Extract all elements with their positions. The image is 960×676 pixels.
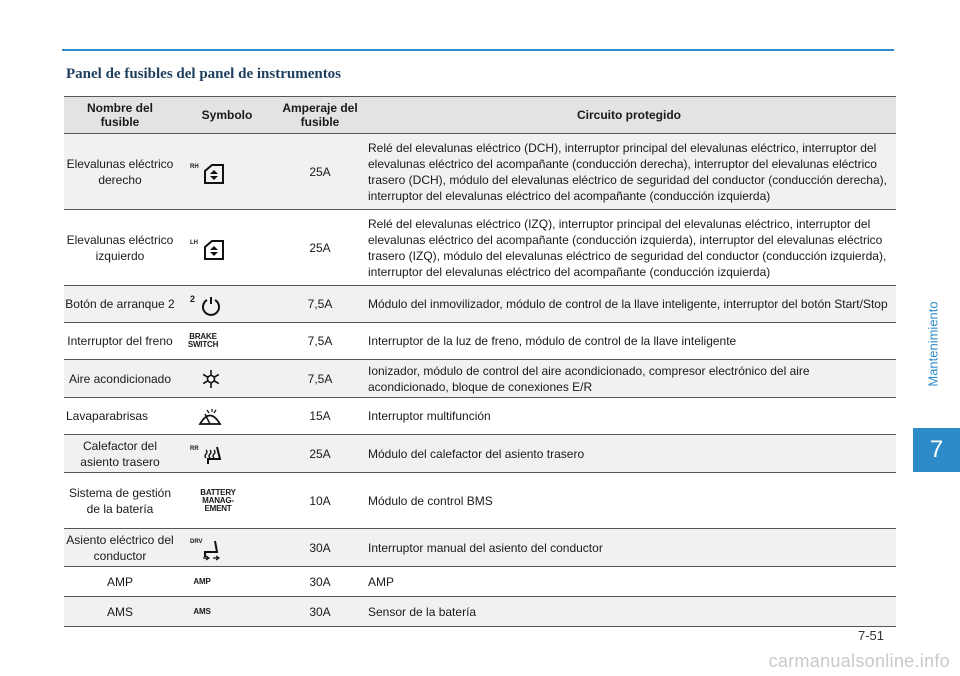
battery-management-label: BATTERY MANAG- EMENT [200,487,236,513]
top-rule [62,49,894,51]
fuse-circuit: Módulo de control BMS [362,473,896,529]
fuse-symbol [176,597,278,627]
fuse-name: AMP [64,567,176,597]
fuse-name: Sistema de gestión de la batería [64,473,176,529]
fuse-symbol [176,529,278,567]
fuse-name: AMS [64,597,176,627]
fuse-amperage: 30A [278,597,362,627]
fuse-amperage: 7,5A [278,323,362,360]
fuse-amperage: 7,5A [278,286,362,323]
fuse-symbol [176,286,278,323]
fuse-name: Aire acondicionado [64,360,176,398]
amp-label: AMP [193,576,211,586]
fuse-symbol [176,134,278,210]
symbol-tag: 2 [190,294,196,304]
fuse-name: Elevalunas eléctrico derecho [64,134,176,210]
ac-snowflake-icon [201,369,221,389]
fuse-circuit: Módulo del inmovilizador, módulo de control de la llave inteligente, interruptor del botón Start/Stop [362,286,896,323]
fuse-circuit: Interruptor manual del asiento del conductor [362,529,896,567]
fuse-symbol [176,473,278,529]
fuse-amperage: 25A [278,134,362,210]
fuse-circuit: Ionizador, módulo de control del aire acondicionado, compresor electrónico del aire acondicionado, bloque de conexiones E/R [362,360,896,398]
chapter-tab: 7 [913,428,960,472]
washer-icon [198,407,222,427]
table-row [64,360,896,398]
start-button-icon [200,295,222,317]
rear-seat-heater-icon [202,445,224,467]
table-row [64,529,896,567]
fuse-symbol [176,210,278,286]
header-circuit: Circuito protegido [362,97,896,134]
table-row [64,597,896,627]
symbol-tag: RH [190,163,199,170]
chapter-label: Mantenimiento [925,301,941,387]
table-row [64,473,896,529]
table-row [64,286,896,323]
table-row [64,210,896,286]
table-row [64,323,896,360]
symbol-tag: DRV [190,538,203,545]
fuse-name: Lavaparabrisas [64,398,176,435]
footer-watermark: carmanualsonline.info [768,651,950,671]
fuse-amperage: 30A [278,529,362,567]
fuse-name: Elevalunas eléctrico izquierdo [64,210,176,286]
fuse-symbol [176,360,278,398]
fuse-table [64,96,896,627]
fuse-symbol [176,323,278,360]
fuse-circuit: Relé del elevalunas eléctrico (IZQ), interruptor principal del elevalunas eléctrico, interruptor del elevalunas eléctrico del acompañante (conducción izquierda), interruptor del elevalunas eléctrico trasero (IZQ), módulo del elevalunas eléctrico de seguridad del conductor (conducción izquierda), interruptor del elevalunas eléctrico del acompañante (conducción izquierda) [362,210,896,286]
window-lh-icon [202,239,226,261]
fuse-name: Asiento eléctrico del conductor [64,529,176,567]
fuse-symbol [176,435,278,473]
fuse-symbol [176,398,278,435]
fuse-circuit: Interruptor multifunción [362,398,896,435]
fuse-circuit: Sensor de la batería [362,597,896,627]
table-row [64,134,896,210]
brake-switch-label: BRAKE SWITCH [187,332,219,349]
fuse-circuit: Relé del elevalunas eléctrico (DCH), interruptor principal del elevalunas eléctrico, interruptor del elevalunas eléctrico del acompañante (conducción derecha), interruptor del elevalunas eléctrico trasero (DCH), módulo del elevalunas eléctrico de seguridad del conductor (conducción derecha), interruptor del elevalunas eléctrico del acompañante (conducción izquierda) [362,134,896,210]
table-row [64,398,896,435]
fuse-circuit: Módulo del calefactor del asiento trasero [362,435,896,473]
window-rh-icon [202,163,226,185]
section-title: Panel de fusibles del panel de instrumentos [66,66,342,82]
page-number: 7-51 [858,628,885,643]
fuse-amperage: 30A [278,567,362,597]
fuse-name: Interruptor del freno [64,323,176,360]
symbol-tag: LH [190,239,198,246]
header-fuse-name: Nombre del fusible [64,97,176,134]
fuse-circuit: Interruptor de la luz de freno, módulo de control de la llave inteligente [362,323,896,360]
fuse-circuit: AMP [362,567,896,597]
fuse-name: Botón de arranque 2 [64,286,176,323]
fuse-amperage: 25A [278,210,362,286]
driver-seat-icon [200,539,222,561]
table-row [64,435,896,473]
symbol-tag: RR [190,445,199,452]
fuse-amperage: 25A [278,435,362,473]
fuse-amperage: 7,5A [278,360,362,398]
fuse-name: Calefactor del asiento trasero [64,435,176,473]
header-symbol: Symbolo [176,97,278,134]
table-header-row [64,97,896,134]
fuse-symbol [176,567,278,597]
fuse-amperage: 10A [278,473,362,529]
fuse-amperage: 15A [278,398,362,435]
table-row [64,567,896,597]
ams-label: AMS [193,606,211,616]
header-amperage: Amperaje del fusible [278,97,362,134]
